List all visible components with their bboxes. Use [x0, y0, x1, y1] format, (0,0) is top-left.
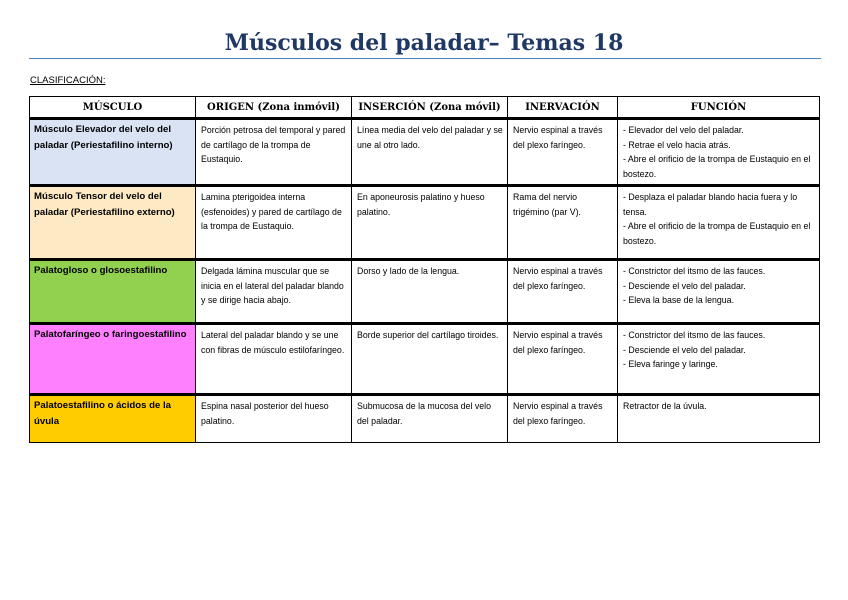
cell-musculo: Músculo Elevador del velo del paladar (Periestafilino interno)	[30, 119, 196, 186]
table-header-row	[30, 97, 820, 119]
table-row	[30, 260, 820, 324]
cell-insercion: En aponeurosis palatino y hueso palatino.	[352, 186, 508, 260]
cell-inervacion: Nervio espinal a través del plexo faríngeo.	[508, 260, 618, 324]
cell-origen: Lateral del paladar blando y se une con fibras de músculo estilofaríngeo.	[196, 324, 352, 395]
cell-funcion	[618, 324, 820, 395]
header-inervacion: INERVACIÓN	[508, 97, 618, 119]
section-label: CLASIFICACIÓN:	[30, 75, 106, 86]
cell-inervacion: Rama del nervio trigémino (par V).	[508, 186, 618, 260]
cell-origen: Lamina pterigoidea interna (esfenoides) y pared de cartílago de la trompa de Eustaquio.	[196, 186, 352, 260]
funcion-line: - Abre el orificio de la trompa de Eustaquio en el bostezo.	[623, 154, 811, 179]
funcion-line: - Constrictor del itsmo de las fauces.	[623, 266, 766, 276]
cell-musculo: Palatoestafilino o ácidos de la úvula	[30, 395, 196, 443]
funcion-line: - Desplaza el paladar blando hacia fuera y lo tensa.	[623, 192, 798, 217]
muscles-table	[29, 96, 820, 443]
cell-musculo: Palatofaríngeo o faringoestafilino	[30, 324, 196, 395]
header-insercion: INSERCIÓN (Zona móvil)	[352, 97, 508, 119]
funcion-line: - Retrae el velo hacia atrás.	[623, 139, 731, 150]
cell-insercion: Borde superior del cartílago tiroides.	[352, 324, 508, 395]
funcion-line: - Elevador del velo del paladar.	[623, 125, 744, 135]
header-musculo: MÚSCULO	[30, 97, 196, 119]
page-title: Músculos del paladar– Temas 18	[224, 30, 624, 56]
cell-origen: Espina nasal posterior del hueso palatino.	[196, 395, 352, 443]
table-row	[30, 395, 820, 443]
funcion-line: - Constrictor del itsmo de las fauces.	[623, 330, 766, 340]
funcion-line: Retractor de la úvula.	[623, 401, 707, 411]
header-funcion: FUNCIÓN	[618, 97, 820, 119]
funcion-line: - Desciende el velo del paladar.	[623, 280, 746, 291]
cell-origen: Delgada lámina muscular que se inicia en el lateral del paladar blando y se dirige hacia abajo.	[196, 260, 352, 324]
funcion-line: - Desciende el velo del paladar.	[623, 344, 746, 355]
cell-insercion: Submucosa de la mucosa del velo del paladar.	[352, 395, 508, 443]
cell-funcion	[618, 260, 820, 324]
funcion-line: - Eleva faringe y laringe.	[623, 359, 718, 369]
table-row	[30, 119, 820, 186]
table-row	[30, 324, 820, 395]
cell-insercion: Línea media del velo del paladar y se une al otro lado.	[352, 119, 508, 186]
cell-musculo: Músculo Tensor del velo del paladar (Periestafilino externo)	[30, 186, 196, 260]
cell-funcion	[618, 186, 820, 260]
table-row	[30, 186, 820, 260]
cell-funcion	[618, 119, 820, 186]
funcion-line: - Eleva la base de la lengua.	[623, 295, 735, 305]
cell-inervacion: Nervio espinal a través del plexo faríngeo.	[508, 119, 618, 186]
cell-funcion	[618, 395, 820, 443]
title-divider	[29, 58, 821, 59]
cell-insercion: Dorso y lado de la lengua.	[352, 260, 508, 324]
cell-origen: Porción petrosa del temporal y pared de cartílago de la trompa de Eustaquio.	[196, 119, 352, 186]
funcion-line: - Abre el orificio de la trompa de Eustaquio en el bostezo.	[623, 221, 811, 246]
cell-inervacion: Nervio espinal a través del plexo faríngeo.	[508, 395, 618, 443]
cell-inervacion: Nervio espinal a través del plexo faríngeo.	[508, 324, 618, 395]
header-origen: ORIGEN (Zona inmóvil)	[196, 97, 352, 119]
cell-musculo: Palatogloso o glosoestafilino	[30, 260, 196, 324]
